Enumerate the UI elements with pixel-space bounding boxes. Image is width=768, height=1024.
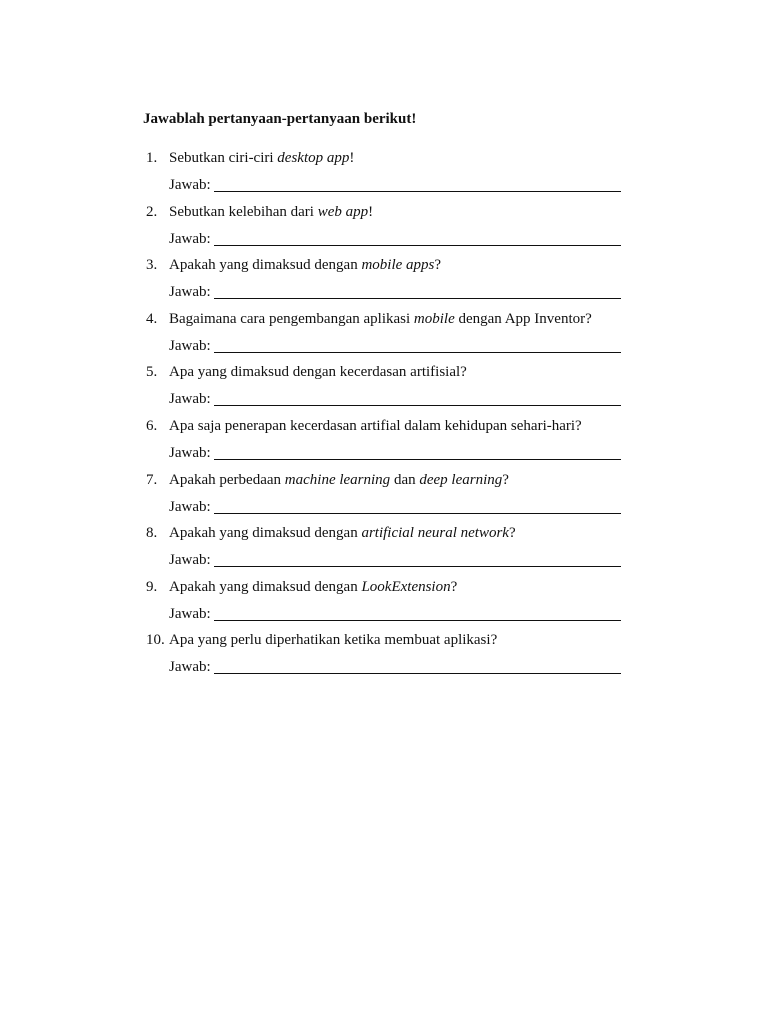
answer-row bbox=[169, 657, 622, 677]
question-text-segment: Apa yang dimaksud dengan kecerdasan artifisial? bbox=[169, 364, 467, 381]
question-text-segment: Apakah yang dimaksud dengan bbox=[169, 257, 362, 274]
question-text-segment: ? bbox=[508, 525, 516, 542]
question-item bbox=[143, 470, 633, 524]
answer-label: Jawab: bbox=[169, 177, 211, 193]
question-item bbox=[143, 202, 633, 256]
answer-blank-line[interactable] bbox=[214, 513, 621, 514]
question-text bbox=[169, 148, 354, 168]
question-text-segment: ! bbox=[349, 150, 355, 166]
answer-row bbox=[169, 175, 622, 195]
answer-blank-line[interactable] bbox=[214, 673, 621, 674]
question-text bbox=[169, 630, 497, 650]
question-number: 4. bbox=[146, 310, 158, 327]
question-item bbox=[143, 630, 633, 684]
question-text bbox=[169, 309, 592, 329]
answer-label: Jawab: bbox=[169, 659, 211, 676]
answer-row bbox=[169, 229, 622, 249]
question-number: 2. bbox=[146, 203, 158, 220]
question-item bbox=[143, 255, 633, 309]
question-text-italic-term: artificial neural network bbox=[361, 525, 509, 542]
answer-label: Jawab: bbox=[169, 391, 211, 408]
worksheet-heading: Jawablah pertanyaan-pertanyaan berikut! bbox=[143, 111, 417, 127]
question-text-italic-term: machine learning bbox=[284, 471, 391, 488]
question-text-segment: dan bbox=[390, 471, 420, 488]
answer-row bbox=[169, 550, 622, 570]
question-number: 6. bbox=[146, 417, 158, 434]
question-text-segment: Sebutkan kelebihan dari bbox=[169, 203, 318, 220]
answer-label: Jawab: bbox=[169, 498, 211, 515]
question-text-segment: Apa saja penerapan kecerdasan artifial dalam kehidupan sehari-hari? bbox=[169, 417, 582, 434]
answer-blank-line[interactable] bbox=[214, 352, 621, 353]
answer-blank-line[interactable] bbox=[214, 298, 621, 299]
answer-label: Jawab: bbox=[169, 230, 211, 247]
answer-blank-line[interactable] bbox=[214, 245, 621, 246]
question-text-italic-term: LookExtension bbox=[361, 578, 451, 595]
question-text-italic-term: deep learning bbox=[419, 471, 503, 488]
question-text-segment: Apakah yang dimaksud dengan bbox=[169, 525, 362, 542]
answer-row bbox=[169, 389, 622, 409]
question-text-italic-term: mobile apps bbox=[361, 257, 435, 274]
question-text-italic-term: mobile bbox=[413, 310, 455, 327]
question-text bbox=[169, 255, 441, 275]
question-text-italic-term: desktop app bbox=[277, 150, 350, 166]
question-number: 5. bbox=[146, 364, 158, 381]
question-text bbox=[169, 577, 457, 597]
answer-blank-line[interactable] bbox=[214, 191, 621, 192]
question-text-segment: Apakah perbedaan bbox=[169, 471, 285, 488]
question-item bbox=[143, 523, 633, 577]
answer-row bbox=[169, 336, 622, 356]
question-text-segment: ! bbox=[368, 203, 374, 220]
answer-label: Jawab: bbox=[169, 605, 211, 622]
answer-blank-line[interactable] bbox=[214, 566, 621, 567]
question-number: 3. bbox=[146, 257, 158, 274]
question-number: 10. bbox=[146, 632, 165, 649]
question-text-segment: Apakah yang dimaksud dengan bbox=[169, 578, 362, 595]
answer-row bbox=[169, 282, 622, 302]
answer-label: Jawab: bbox=[169, 337, 211, 354]
question-text-segment: Bagaimana cara pengembangan aplikasi bbox=[169, 310, 414, 327]
answer-label: Jawab: bbox=[169, 444, 211, 461]
question-text bbox=[169, 523, 516, 543]
question-text-segment: dengan App Inventor? bbox=[454, 310, 592, 327]
answer-row bbox=[169, 497, 622, 517]
question-item bbox=[143, 362, 633, 416]
answer-row bbox=[169, 443, 622, 463]
question-text bbox=[169, 470, 509, 490]
question-item bbox=[143, 577, 633, 631]
question-item bbox=[143, 416, 633, 470]
question-list bbox=[143, 148, 633, 684]
question-text-segment: ? bbox=[450, 578, 458, 595]
question-text-segment: ? bbox=[434, 257, 442, 274]
question-text-segment: ? bbox=[502, 471, 509, 488]
question-text bbox=[169, 202, 373, 222]
answer-row bbox=[169, 604, 622, 624]
question-text-italic-term: web app bbox=[317, 203, 369, 220]
question-number: 1. bbox=[146, 150, 158, 166]
answer-blank-line[interactable] bbox=[214, 405, 621, 406]
answer-label: Jawab: bbox=[169, 552, 211, 569]
answer-blank-line[interactable] bbox=[214, 620, 621, 621]
question-text bbox=[169, 416, 582, 436]
question-text-segment: Apa yang perlu diperhatikan ketika membuat aplikasi? bbox=[169, 632, 498, 649]
answer-blank-line[interactable] bbox=[214, 459, 621, 460]
answer-label: Jawab: bbox=[169, 284, 211, 301]
question-text bbox=[169, 362, 467, 382]
question-text-segment: Sebutkan ciri-ciri bbox=[169, 150, 278, 166]
question-number: 9. bbox=[146, 578, 158, 595]
question-number: 8. bbox=[146, 525, 158, 542]
question-number: 7. bbox=[146, 471, 158, 488]
question-item bbox=[143, 148, 633, 202]
question-item bbox=[143, 309, 633, 363]
